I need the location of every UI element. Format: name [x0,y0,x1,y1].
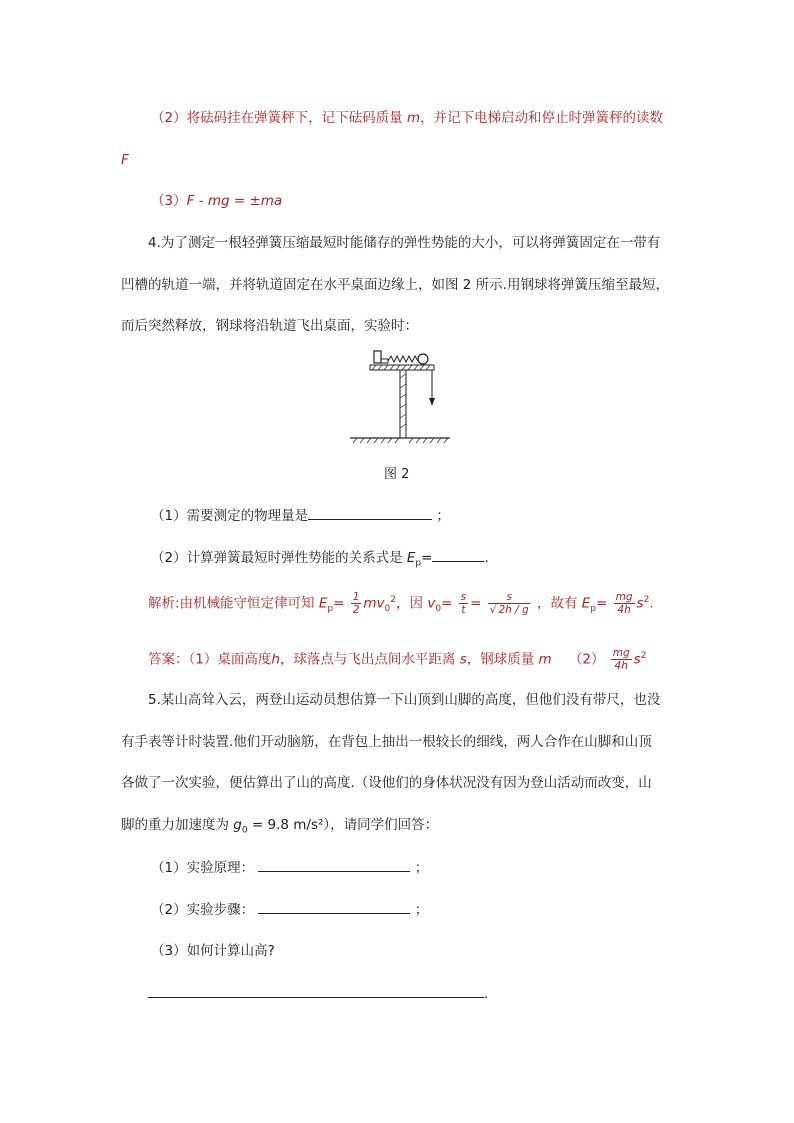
q4-analysis [148,586,654,623]
q3-part2-var-F: F [121,152,129,168]
eq-sign: = [441,595,453,612]
q5-sub1-label: （1）实验原理： [151,860,255,876]
q5-sub2 [151,899,428,920]
q3-part2-label: （2）将砝码挂在弹簧秤下，记下砝码质量 [151,110,403,126]
var-m: m [406,110,421,126]
Ep-symbol: E [406,550,416,566]
spring-block [374,351,381,363]
q4-sub2-blank[interactable] [432,547,484,562]
Ep-symbol: E [318,595,328,612]
q5-sub1-end: ； [414,860,429,876]
q5-line2: 有手表等计时装置.他们开动脑筋，在背包上抽出一根较长的细线，两人合作在山脚和山顶 [121,734,652,750]
q5-sub2-blank[interactable] [258,899,410,914]
answer-prefix: 答案：（1）桌面高度 [148,651,272,668]
mg-over-4h-fraction [614,591,635,616]
q5-line1: 5.某山高耸入云，两登山运动员想估算一下山顶到山脚的高度，但他们没有带尺，也没 [148,692,661,708]
analysis-prefix: 解析:由机械能守恒定律可知 [148,595,315,612]
fraction-numerator: mg [612,647,630,659]
q5-line4 [121,815,438,841]
fraction-numerator: 1 [352,591,360,603]
half-fraction [351,591,362,616]
eq-sign: = [596,595,608,612]
s-symbol: s [633,651,641,668]
figure-2-diagram [345,348,455,448]
eq-sign: = [470,595,482,612]
q5-sub2-label: （2）实验步骤： [151,902,255,918]
sqrt-content: 2h / g [498,604,529,616]
v0-subscript: 0 [435,604,442,615]
q5-sub1 [151,857,428,878]
steel-ball [418,354,428,364]
eq-sign: = [333,595,345,612]
Ep-subscript: p [327,604,334,615]
q5-line3: 各做了一次实验，便估算出了山的高度.（设他们的身体状况没有因为登山活动而改变，山 [121,775,652,791]
answer-fraction [611,647,632,672]
q3-part3-formula: F - mg = ±ma [186,193,283,209]
q4-sub2 [151,547,489,574]
var-s: s [459,651,467,668]
q4-sub1-label: （1）需要测定的物理量是 [151,508,309,524]
q3-part3-label: （3） [151,193,187,209]
fraction-denominator: 4h [617,604,631,616]
fraction-denominator: 4h [614,660,628,672]
fraction-numerator: mg [615,591,633,603]
eq-sign: = [421,550,433,566]
sqrt-denominator: √ 2h / g [489,604,529,616]
q3-part3-line [151,191,282,211]
q4-answer [148,642,646,674]
answer-mid: ，球落点与飞出点间水平距离 [279,651,456,668]
square-exponent: 2 [640,651,647,661]
period: . [484,986,489,1002]
var-m: m [538,651,552,668]
therefore-text: ，故有 [536,595,578,612]
s-over-sqrt-fraction [488,591,531,616]
square-exponent: 2 [390,595,397,605]
q4-sub1-blank[interactable] [308,505,432,520]
q5-final-blank[interactable] [148,983,484,998]
answer-part2-label: （2） [568,651,605,668]
answer-mid2: ，钢球质量 [466,651,535,668]
square-exponent: 2 [643,595,650,605]
spring-mount [381,359,388,363]
table-leg [400,370,406,438]
q5-sub3: （3）如何计算山高? [151,943,275,959]
fraction-denominator: t [461,604,466,616]
q4-sub1 [151,505,450,526]
fraction-numerator: s [488,591,529,604]
Ep-subscript: p [590,604,597,615]
s-symbol: s [636,595,644,612]
g-symbol: g [233,817,242,833]
q4-sub2-end: . [484,550,489,566]
figure-2-caption: 图 2 [384,467,410,482]
q4-intro-line1: 4.为了测定一根轻弹簧压缩最短时能储存的弹性势能的大小，可以将弹簧固定在一带有 [148,235,661,251]
fraction-denominator: 2 [352,604,360,616]
v0-subscript: 0 [384,604,391,615]
q5-final-answer [148,983,488,1004]
q3-part2-rest: ，并记下电梯启动和停止时弹簧秤的读数 [420,110,664,126]
q5-line4-value: = 9.8 m/s²），请同学们回答： [251,817,439,833]
q4-sub2-label: （2）计算弹簧最短时弹性势能的关系式是 [151,550,403,566]
q4-intro-line3: 而后突然释放，钢球将沿轨道飞出桌面，实验时： [121,318,418,334]
q3-part2-line [151,108,663,128]
q5-line4-prefix: 脚的重力加速度为 [121,817,229,833]
period: . [649,595,654,612]
v0-symbol: v [427,595,436,612]
g0-subscript: 0 [241,825,248,836]
because-text: ，因 [396,595,424,612]
s-over-t-fraction [459,591,468,616]
q5-sub1-blank[interactable] [258,857,410,872]
Ep-symbol: E [581,595,591,612]
q4-intro-line2: 凹槽的轨道一端，并将轨道固定在水平桌面边缘上，如图 2 所示.用钢球将弹簧压缩至最短， [121,277,669,293]
fraction-numerator: s [460,591,467,603]
spring-coil [388,356,418,362]
q5-sub2-end: ； [414,902,429,918]
var-h: h [271,651,280,668]
mv-term: mv [363,595,385,612]
Ep-subscript: p [415,558,422,569]
q4-sub1-end: ； [436,508,450,524]
